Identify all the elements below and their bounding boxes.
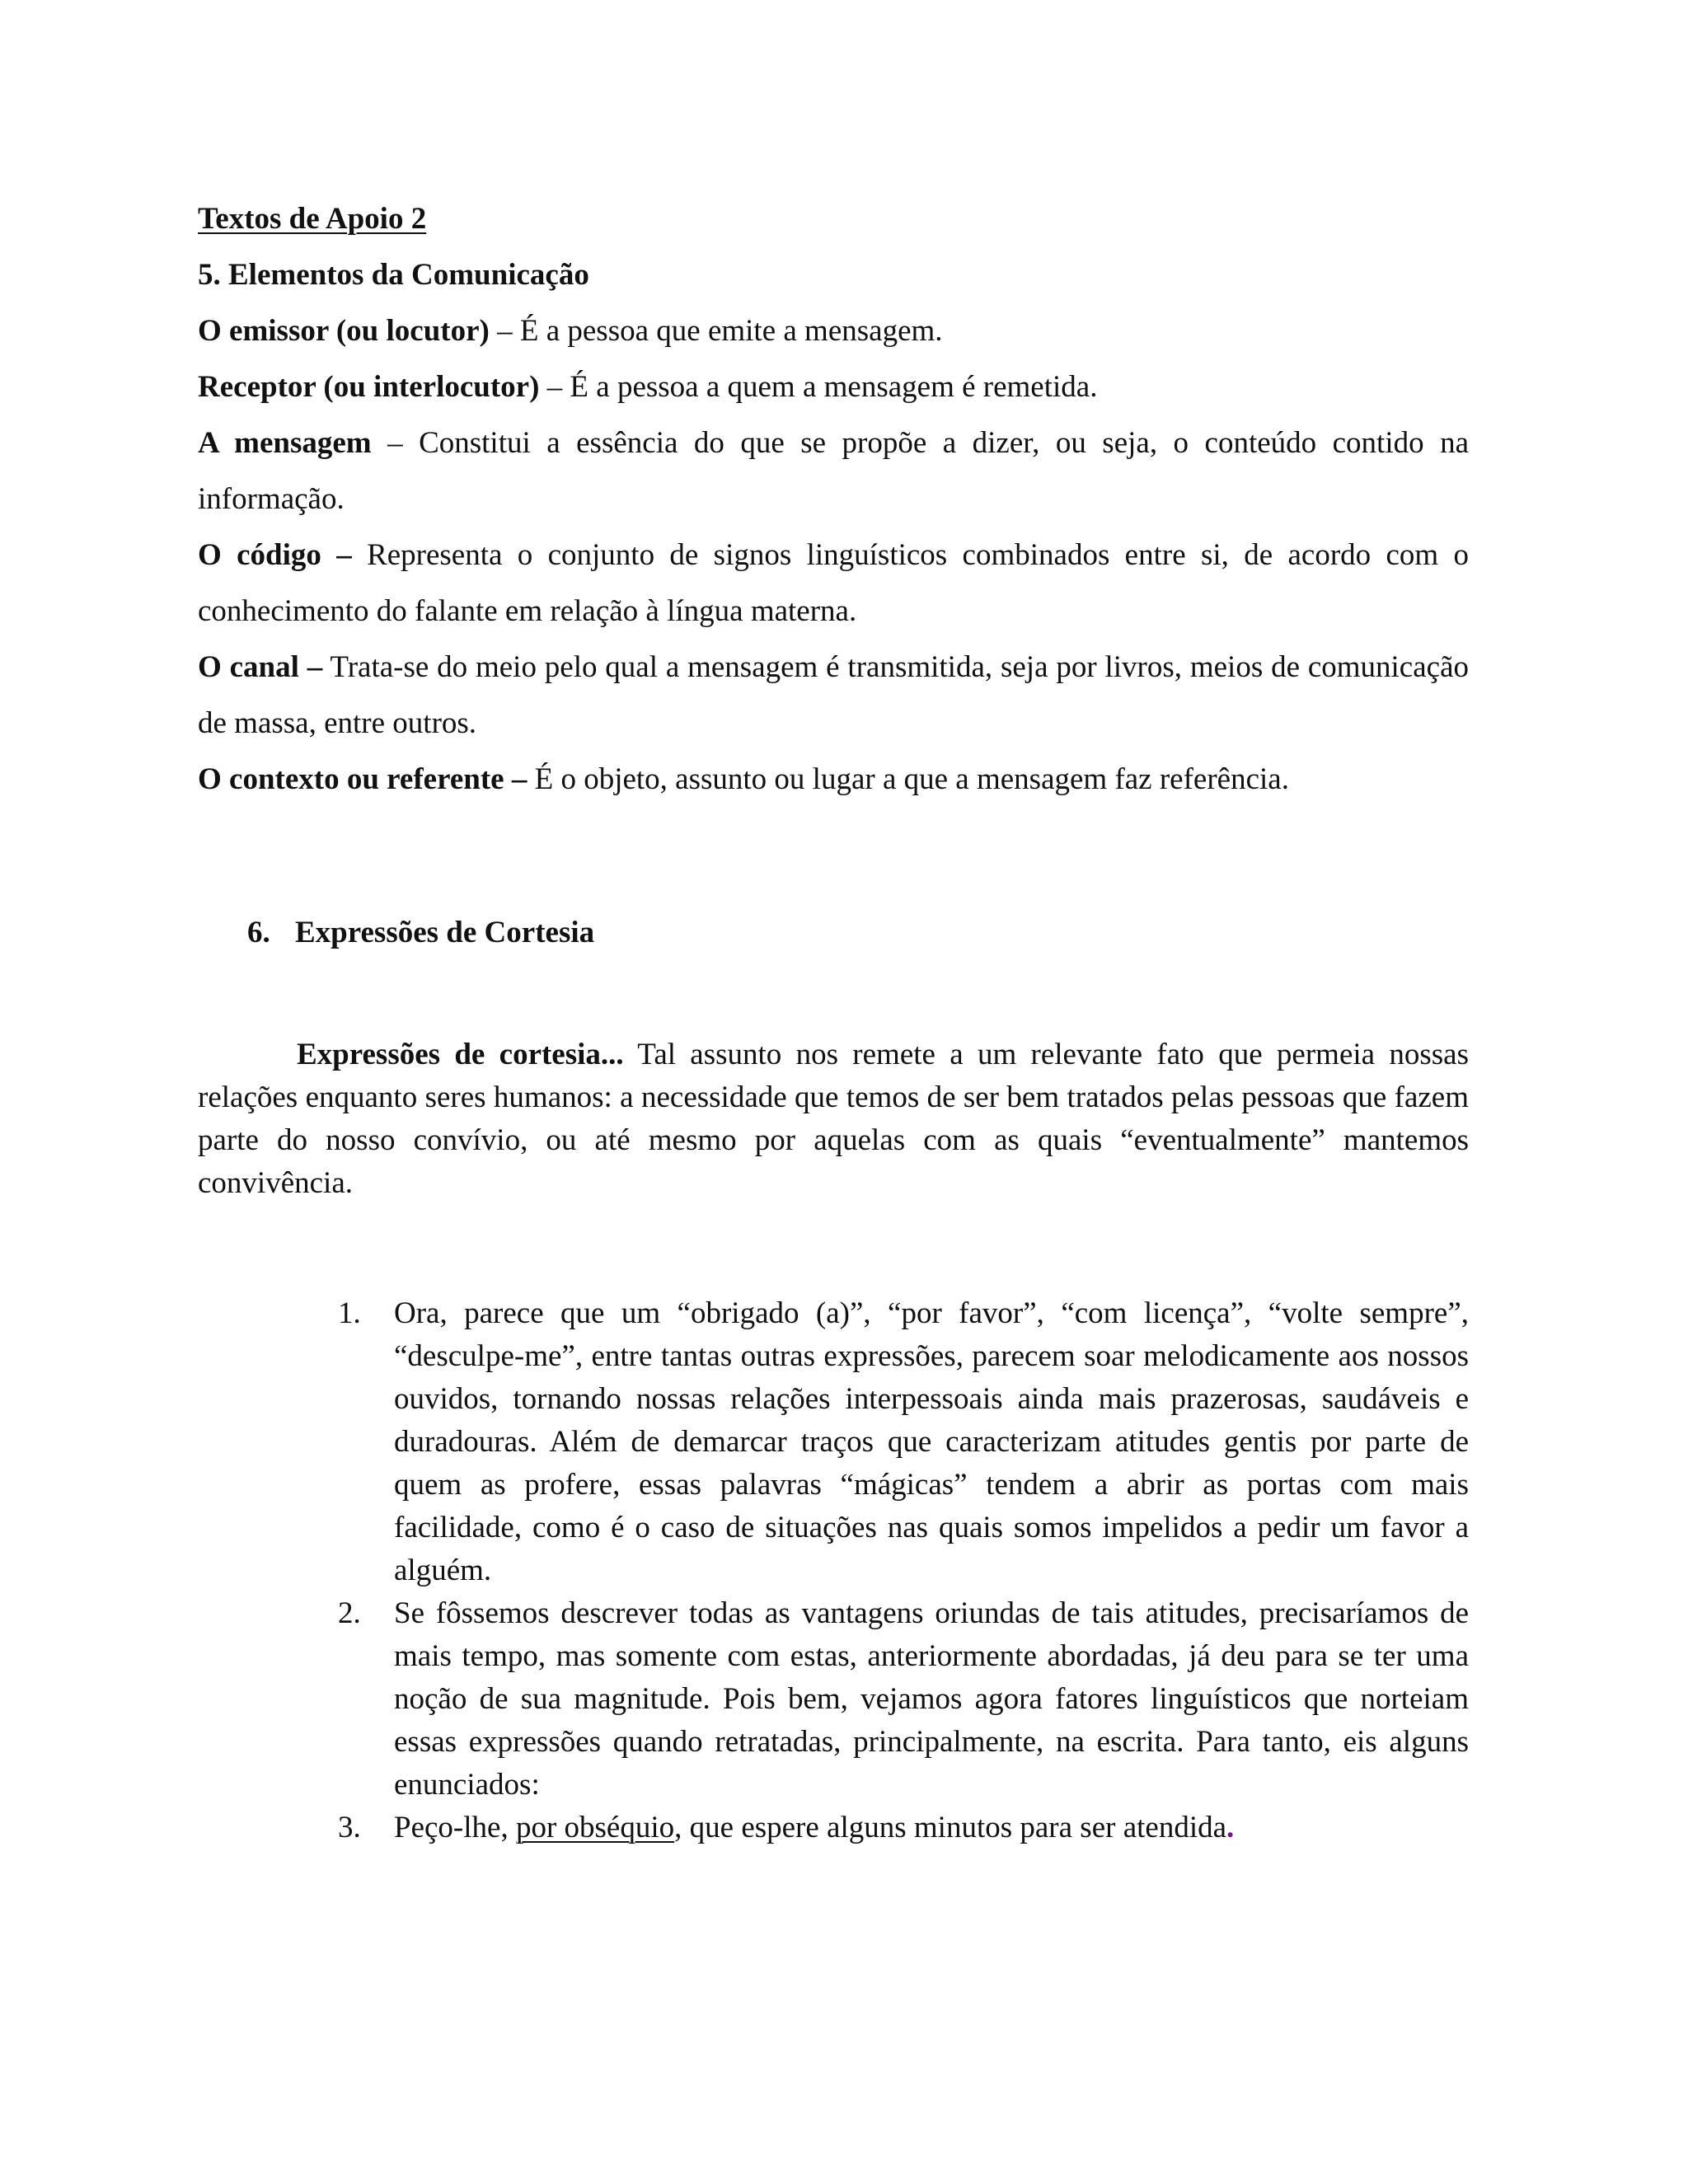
definition-mensagem <box>198 415 1469 527</box>
definition-codigo <box>198 527 1469 640</box>
definition-text: – É a pessoa a quem a mensagem é remetida. <box>539 370 1098 404</box>
intro-bold-lead: Expressões de cortesia... <box>297 1038 624 1071</box>
definition-text: Trata-se do meio pelo qual a mensagem é transmitida, seja por livros, meios de comunicação de massa, entre outros. <box>198 650 1469 740</box>
definition-text: É o objeto, assunto ou lugar a que a mensagem faz referência. <box>527 762 1289 796</box>
underlined-phrase: por obséquio <box>515 1811 675 1844</box>
definition-receptor <box>198 359 1469 415</box>
section-6-intro-paragraph <box>198 1033 1469 1205</box>
final-period-mark: . <box>1226 1811 1235 1844</box>
definition-term: O emissor (ou locutor) <box>198 314 490 348</box>
list-item-text-pre: Peço-lhe, <box>394 1811 516 1844</box>
document-title-line <box>198 191 1469 247</box>
list-item <box>338 1592 1469 1807</box>
section-5-heading-line <box>198 247 1469 303</box>
list-item <box>338 1292 1469 1592</box>
list-item <box>338 1807 1469 1849</box>
definition-emissor <box>198 303 1469 359</box>
list-item-number: 2. <box>338 1596 361 1630</box>
document-title: Textos de Apoio 2 <box>198 202 427 236</box>
list-item-number: 3. <box>338 1811 361 1844</box>
section-5-heading: 5. Elementos da Comunicação <box>198 258 589 292</box>
definition-text: – É a pessoa que emite a mensagem. <box>489 314 943 348</box>
list-item-number: 1. <box>338 1296 361 1330</box>
section-6-title: Expressões de Cortesia <box>295 916 595 949</box>
intro-text: Tal assunto nos remete a um relevante fato que permeia nossas relações enquanto seres humanos: a necessidade que temos de ser bem tratados pelas pessoas que fazem parte do nosso convívio, ou até mesmo por aquelas com as quais “eventualmente” mantemos convivência. <box>198 1038 1469 1200</box>
section-6-number: 6. <box>247 916 270 949</box>
definition-canal <box>198 640 1469 752</box>
definition-term: A mensagem <box>198 426 372 460</box>
list-item-text-post: , que espere alguns minutos para ser atendida <box>674 1811 1227 1844</box>
definition-term: O canal – <box>198 650 323 684</box>
section-6-heading <box>247 905 594 961</box>
definition-text: Representa o conjunto de signos linguísticos combinados entre si, de acordo com o conhecimento do falante em relação à língua materna. <box>198 538 1470 628</box>
definition-text: – Constitui a essência do que se propõe a dizer, ou seja, o conteúdo contido na informação. <box>198 426 1469 516</box>
definition-contexto <box>198 752 1469 808</box>
courtesy-list <box>338 1292 1469 1849</box>
definition-term: O código – <box>198 538 352 572</box>
definition-term: Receptor (ou interlocutor) <box>198 370 540 404</box>
list-item-text: Se fôssemos descrever todas as vantagens oriundas de tais atitudes, precisaríamos de mais tempo, mas somente com estas, anteriormente abordadas, já deu para se ter uma noção de sua magnitude. Pois bem, vejamos agora fatores linguísticos que norteiam essas expressões quando retratadas, principalmente, na escrita. Para tanto, eis alguns enunciados: <box>394 1596 1469 1802</box>
definition-term: O contexto ou referente – <box>198 762 528 796</box>
section-5-block <box>198 191 1469 808</box>
list-item-text: Ora, parece que um “obrigado (a)”, “por favor”, “com licença”, “volte sempre”, “desculpe-me”, entre tantas outras expressões, parecem soar melodicamente aos nossos ouvidos, tornando nossas relações interpessoais ainda mais prazerosas, saudáveis e duradouras. Além de demarcar traços que caracterizam atitudes gentis por parte de quem as profere, essas palavras “mágicas” tendem a abrir as portas com mais facilidade, como é o caso de situações nas quais somos impelidos a pedir um favor a alguém. <box>394 1296 1469 1587</box>
